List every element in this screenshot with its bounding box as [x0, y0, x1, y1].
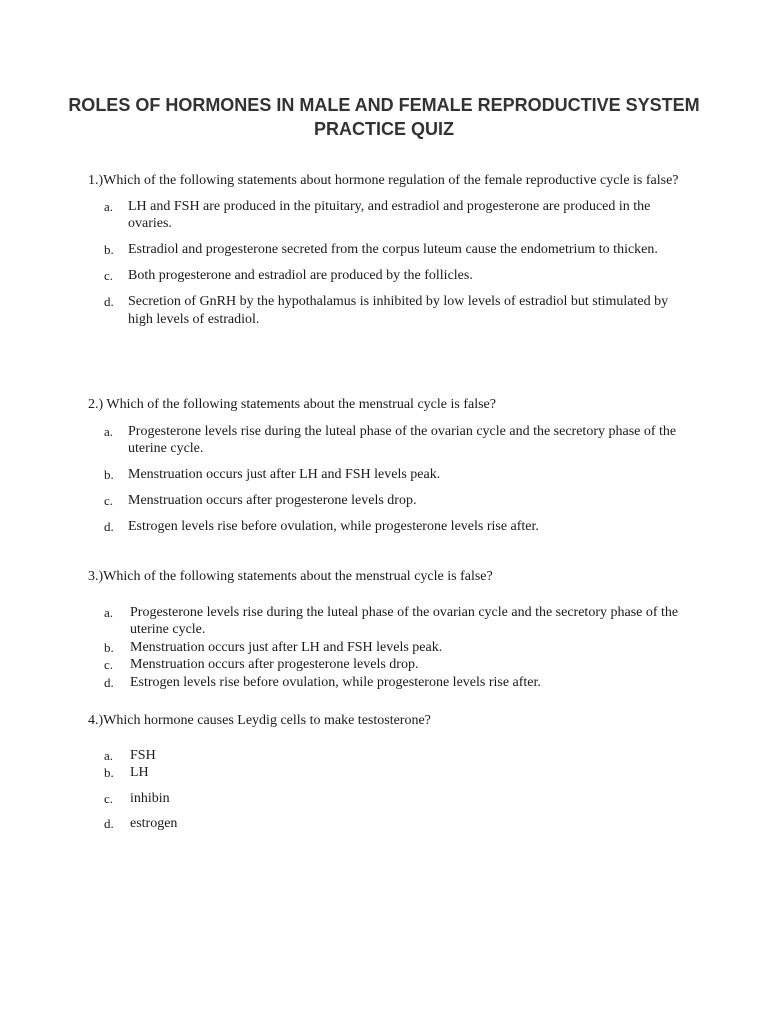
option-letter: d.: [104, 674, 114, 690]
answer-option-d: [88, 518, 688, 536]
option-letter: c.: [104, 657, 114, 672]
option-text: Estrogen levels rise before ovulation, while progesterone levels rise after.: [130, 674, 541, 690]
answer-option-a: [88, 423, 688, 458]
option-letter: a.: [104, 747, 114, 763]
option-text: inhibin: [130, 790, 170, 806]
option-letter: c.: [104, 493, 114, 508]
page-title: ROLES OF HORMONES IN MALE AND FEMALE REPRODUCTIVE SYSTEM PRACTICE QUIZ: [68, 95, 700, 139]
option-letter: b.: [104, 765, 114, 780]
option-letter: d.: [104, 294, 114, 309]
question-3: [88, 568, 688, 691]
answer-option-b: [88, 241, 688, 259]
option-text: Secretion of GnRH by the hypothalamus is inhibited by low levels of estradiol but stimulated by high levels of estradiol.: [128, 294, 669, 327]
option-letter: c.: [104, 790, 114, 806]
option-text: Estradiol and progesterone secreted from the corpus luteum cause the endometrium to thicken.: [128, 242, 658, 257]
option-letter: b.: [104, 639, 114, 655]
option-text: Progesterone levels rise during the luteal phase of the ovarian cycle and the secretory phase of the uterine cycle.: [130, 604, 679, 637]
answer-options: [88, 423, 688, 536]
option-text: Menstruation occurs just after LH and FSH levels peak.: [130, 639, 443, 655]
answer-options: [88, 747, 688, 833]
option-text: LH and FSH are produced in the pituitary, and estradiol and progesterone are produced in the ovaries.: [128, 198, 651, 231]
answer-option-c: [88, 492, 688, 510]
answer-option-c: [88, 790, 688, 808]
option-text: Both progesterone and estradiol are produced by the follicles.: [128, 268, 473, 283]
answer-option-a: [88, 604, 688, 639]
answer-option-b: [88, 466, 688, 484]
answer-option-c: [88, 656, 688, 674]
answer-option-a: [88, 198, 688, 233]
option-text: estrogen: [130, 816, 178, 831]
question-text: 2.) Which of the following statements about the menstrual cycle is false?: [88, 397, 496, 412]
answer-option-d: [88, 293, 688, 328]
option-text: Menstruation occurs just after LH and FSH levels peak.: [128, 467, 441, 482]
option-letter: c.: [104, 268, 114, 283]
question-text: 1.)Which of the following statements about hormone regulation of the female reproductive cycle is false?: [88, 173, 679, 188]
answer-option-c: [88, 267, 688, 285]
option-text: Menstruation occurs after progesterone levels drop.: [130, 657, 419, 672]
option-letter: b.: [104, 242, 114, 257]
question-2: [88, 396, 688, 536]
option-letter: d.: [104, 816, 114, 831]
option-letter: d.: [104, 519, 114, 534]
option-letter: a.: [104, 604, 114, 620]
answer-options: [88, 198, 688, 329]
question-1: [88, 172, 688, 328]
option-text: Progesterone levels rise during the luteal phase of the ovarian cycle and the secretory phase of the uterine cycle.: [128, 423, 677, 456]
option-text: FSH: [130, 747, 156, 763]
question-text: 4.)Which hormone causes Leydig cells to make testosterone?: [88, 713, 431, 728]
answer-option-a: [88, 747, 688, 765]
question-4: [88, 712, 688, 833]
option-letter: a.: [104, 198, 114, 214]
answer-option-d: [88, 815, 688, 833]
answer-option-d: [88, 674, 688, 692]
option-letter: a.: [104, 423, 114, 439]
question-text: 3.)Which of the following statements about the menstrual cycle is false?: [88, 569, 493, 584]
answer-option-b: [88, 764, 688, 782]
option-text: Estrogen levels rise before ovulation, while progesterone levels rise after.: [128, 519, 539, 534]
answer-option-b: [88, 639, 688, 657]
option-letter: b.: [104, 467, 114, 482]
option-text: Menstruation occurs after progesterone levels drop.: [128, 493, 417, 508]
answer-options: [88, 604, 688, 692]
option-text: LH: [130, 765, 149, 780]
